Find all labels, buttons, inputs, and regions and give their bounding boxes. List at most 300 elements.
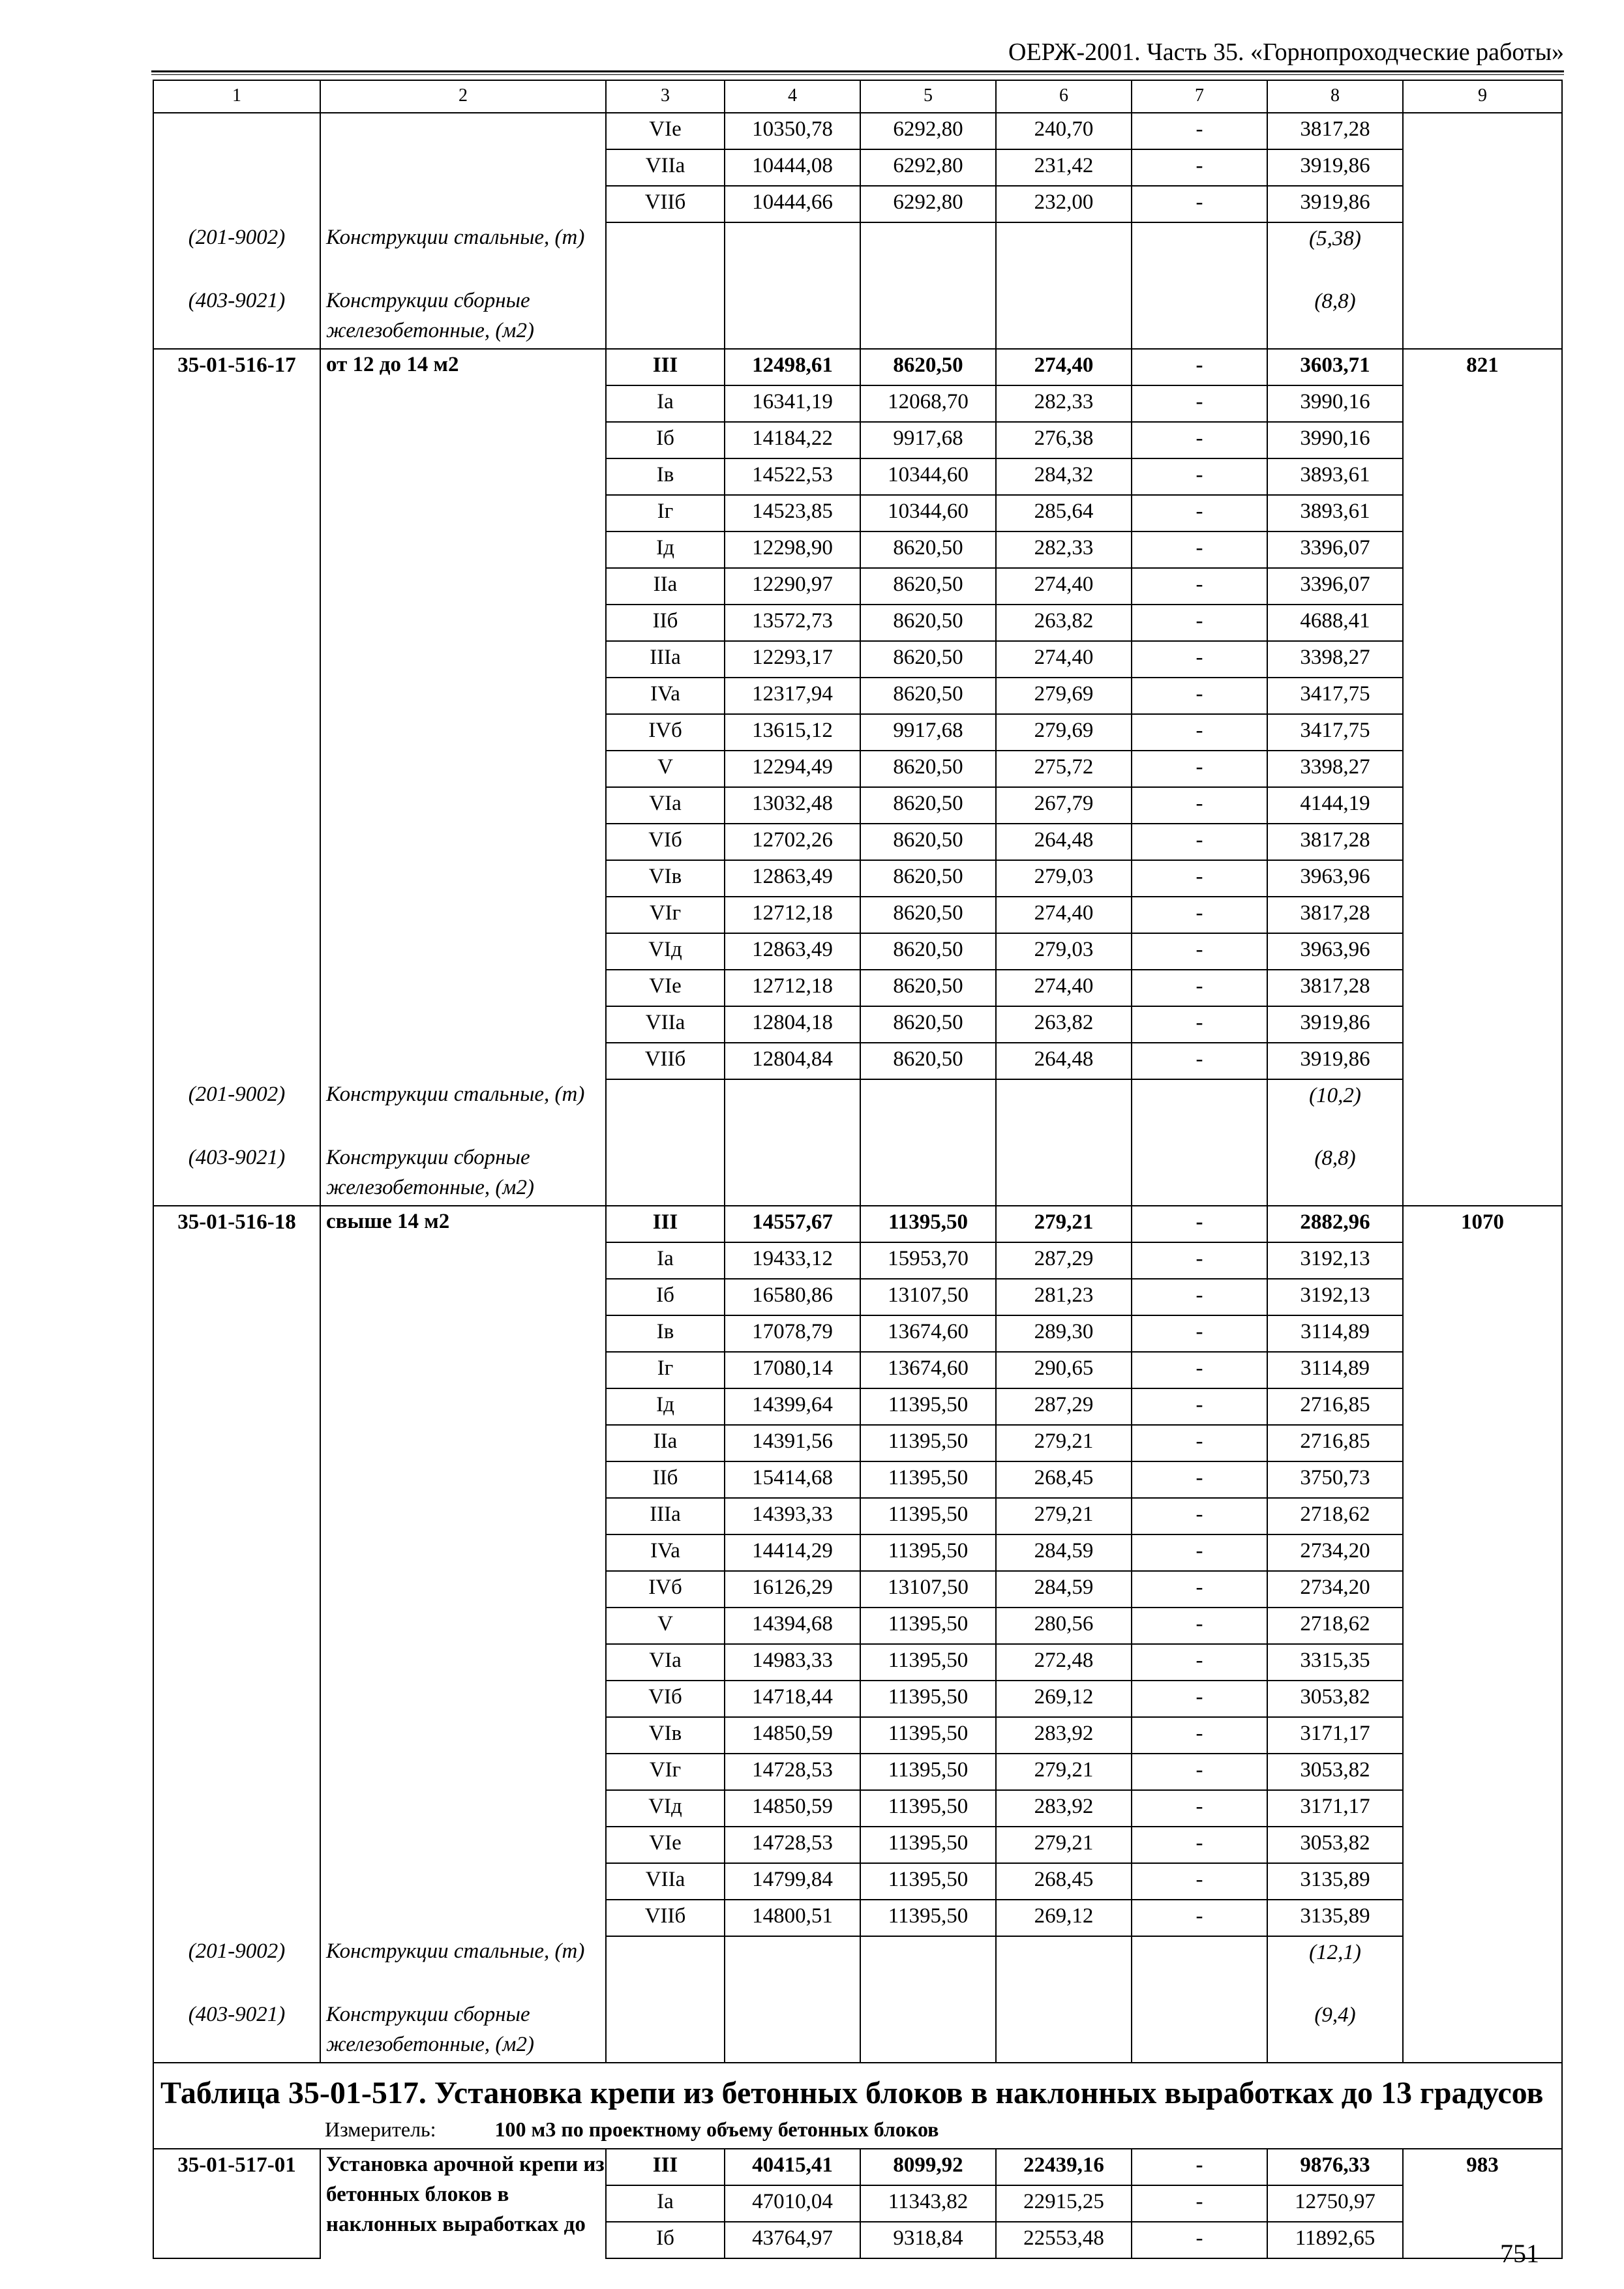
driver-wages-cell: - xyxy=(1132,1006,1267,1043)
wages-cell: 8620,50 xyxy=(860,605,996,641)
empty-cell xyxy=(153,1006,320,1043)
empty-cell xyxy=(1403,1790,1562,1827)
total-cost-cell: 12294,49 xyxy=(725,751,860,787)
wages-cell: 8620,50 xyxy=(860,751,996,787)
zone-cell: Ia xyxy=(606,1242,725,1279)
total-cost-cell: 16126,29 xyxy=(725,1571,860,1608)
work-name: Установка арочной крепи из бетонных блоков в наклонных выработках до xyxy=(320,2149,606,2258)
machines-cell: 284,32 xyxy=(996,458,1132,495)
driver-wages-cell: - xyxy=(1132,349,1267,385)
rate-code: 35-01-517-01 xyxy=(153,2149,320,2185)
empty-cell xyxy=(1403,2185,1562,2222)
materials-cell: 3990,16 xyxy=(1267,422,1403,458)
empty-cell xyxy=(725,1999,860,2063)
empty-cell xyxy=(153,186,320,222)
machines-cell: 281,23 xyxy=(996,1279,1132,1315)
materials-cell: 3750,73 xyxy=(1267,1461,1403,1498)
wages-cell: 8620,50 xyxy=(860,531,996,568)
empty-cell xyxy=(153,897,320,933)
empty-cell xyxy=(606,286,725,349)
labor-cell: 1070 xyxy=(1403,1206,1562,1242)
work-name: от 12 до 14 м2 xyxy=(320,349,606,1079)
zone-cell: VIб xyxy=(606,824,725,860)
empty-cell xyxy=(153,1461,320,1498)
materials-cell: 3192,13 xyxy=(1267,1242,1403,1279)
empty-cell xyxy=(1403,1079,1562,1143)
material-name xyxy=(320,222,606,286)
empty-cell xyxy=(1403,1717,1562,1754)
column-number: 8 xyxy=(1267,80,1403,113)
zone-cell: VIIa xyxy=(606,1006,725,1043)
machines-cell: 279,21 xyxy=(996,1498,1132,1534)
table-title-row xyxy=(153,2063,1562,2149)
empty-cell xyxy=(1132,1936,1267,1999)
material-code xyxy=(153,286,320,349)
materials-cell: 3817,28 xyxy=(1267,897,1403,933)
wages-cell: 15953,70 xyxy=(860,1242,996,1279)
driver-wages-cell: - xyxy=(1132,1827,1267,1863)
wages-cell: 11395,50 xyxy=(860,1790,996,1827)
empty-cell xyxy=(1403,422,1562,458)
measure-line xyxy=(154,2114,1561,2148)
wages-cell: 11395,50 xyxy=(860,1717,996,1754)
wages-cell: 11395,50 xyxy=(860,1681,996,1717)
wages-cell: 6292,80 xyxy=(860,149,996,186)
total-cost-cell: 12317,94 xyxy=(725,678,860,714)
zone-cell: IVб xyxy=(606,1571,725,1608)
empty-cell xyxy=(860,1999,996,2063)
total-cost-cell: 14557,67 xyxy=(725,1206,860,1242)
materials-cell: 3114,89 xyxy=(1267,1352,1403,1388)
empty-cell xyxy=(1403,186,1562,222)
driver-wages-cell: - xyxy=(1132,385,1267,422)
table-row xyxy=(153,349,1562,385)
total-cost-cell: 12290,97 xyxy=(725,568,860,605)
materials-cell: 3817,28 xyxy=(1267,970,1403,1006)
wages-cell: 13107,50 xyxy=(860,1571,996,1608)
driver-wages-cell: - xyxy=(1132,787,1267,824)
empty-cell xyxy=(153,605,320,641)
empty-cell xyxy=(1403,1999,1562,2063)
material-row xyxy=(153,1999,1562,2063)
empty-cell xyxy=(153,495,320,531)
empty-cell xyxy=(153,1827,320,1863)
wages-cell: 10344,60 xyxy=(860,495,996,531)
empty-cell xyxy=(1403,286,1562,349)
material-name xyxy=(320,1079,606,1143)
materials-cell: 3396,07 xyxy=(1267,568,1403,605)
machines-cell: 279,03 xyxy=(996,860,1132,897)
empty-cell xyxy=(153,1717,320,1754)
materials-cell: 11892,65 xyxy=(1267,2222,1403,2258)
table-row xyxy=(153,113,1562,149)
driver-wages-cell: - xyxy=(1132,1206,1267,1242)
empty-cell xyxy=(1403,1863,1562,1900)
materials-cell: 3053,82 xyxy=(1267,1827,1403,1863)
driver-wages-cell: - xyxy=(1132,1900,1267,1936)
zone-cell: VIe xyxy=(606,113,725,149)
driver-wages-cell: - xyxy=(1132,970,1267,1006)
empty-cell xyxy=(1403,1644,1562,1681)
empty-cell xyxy=(1403,1425,1562,1461)
empty-cell xyxy=(860,222,996,286)
empty-cell xyxy=(153,1534,320,1571)
driver-wages-cell: - xyxy=(1132,2185,1267,2222)
materials-cell: 3817,28 xyxy=(1267,824,1403,860)
total-cost-cell: 12804,84 xyxy=(725,1043,860,1079)
machines-cell: 289,30 xyxy=(996,1315,1132,1352)
total-cost-cell: 43764,97 xyxy=(725,2222,860,2258)
empty-cell xyxy=(153,933,320,970)
empty-cell xyxy=(606,1079,725,1143)
wages-cell: 8620,50 xyxy=(860,1006,996,1043)
total-cost-cell: 14393,33 xyxy=(725,1498,860,1534)
empty-cell xyxy=(153,1754,320,1790)
wages-cell: 13674,60 xyxy=(860,1315,996,1352)
machines-cell: 263,82 xyxy=(996,605,1132,641)
wages-cell: 11395,50 xyxy=(860,1461,996,1498)
running-header: ОЕРЖ-2001. Часть 35. «Горнопроходческие работы» xyxy=(1008,38,1564,66)
empty-cell xyxy=(1403,531,1562,568)
wages-cell: 11395,50 xyxy=(860,1206,996,1242)
material-row xyxy=(153,1079,1562,1143)
wages-cell: 11395,50 xyxy=(860,1863,996,1900)
driver-wages-cell: - xyxy=(1132,2149,1267,2185)
total-cost-cell: 14391,56 xyxy=(725,1425,860,1461)
machines-cell: 282,33 xyxy=(996,531,1132,568)
zone-cell: VIг xyxy=(606,897,725,933)
material-quantity: (10,2) xyxy=(1267,1079,1403,1143)
material-name-text: Конструкции стальные, (т) xyxy=(326,1939,585,1963)
machines-cell: 280,56 xyxy=(996,1608,1132,1644)
machines-cell: 279,21 xyxy=(996,1425,1132,1461)
total-cost-cell: 14850,59 xyxy=(725,1790,860,1827)
wages-cell: 13674,60 xyxy=(860,1352,996,1388)
material-row xyxy=(153,222,1562,286)
machines-cell: 264,48 xyxy=(996,824,1132,860)
wages-cell: 11395,50 xyxy=(860,1534,996,1571)
material-name xyxy=(320,1936,606,1999)
empty-cell xyxy=(1403,1534,1562,1571)
zone-cell: IIIa xyxy=(606,1498,725,1534)
column-number: 3 xyxy=(606,80,725,113)
total-cost-cell: 12498,61 xyxy=(725,349,860,385)
material-name xyxy=(320,1999,606,2063)
empty-cell xyxy=(996,1143,1132,1206)
zone-cell: VIe xyxy=(606,970,725,1006)
materials-cell: 3398,27 xyxy=(1267,751,1403,787)
work-name: свыше 14 м2 xyxy=(320,1206,606,1936)
zone-cell: Iв xyxy=(606,458,725,495)
empty-cell xyxy=(725,1936,860,1999)
empty-cell xyxy=(1403,824,1562,860)
material-code-text: (403-9021) xyxy=(188,289,286,312)
materials-cell: 3171,17 xyxy=(1267,1790,1403,1827)
materials-cell: 2734,20 xyxy=(1267,1571,1403,1608)
empty-cell xyxy=(1403,641,1562,678)
empty-cell xyxy=(996,1936,1132,1999)
materials-cell: 3919,86 xyxy=(1267,1043,1403,1079)
empty-cell xyxy=(996,1999,1132,2063)
wages-cell: 11395,50 xyxy=(860,1754,996,1790)
machines-cell: 269,12 xyxy=(996,1681,1132,1717)
total-cost-cell: 14184,22 xyxy=(725,422,860,458)
wages-cell: 11343,82 xyxy=(860,2185,996,2222)
driver-wages-cell: - xyxy=(1132,1498,1267,1534)
empty-cell xyxy=(153,2185,320,2222)
total-cost-cell: 14983,33 xyxy=(725,1644,860,1681)
driver-wages-cell: - xyxy=(1132,1043,1267,1079)
wages-cell: 8620,50 xyxy=(860,641,996,678)
zone-cell: IIa xyxy=(606,568,725,605)
machines-cell: 269,12 xyxy=(996,1900,1132,1936)
empty-cell xyxy=(1403,678,1562,714)
machines-cell: 274,40 xyxy=(996,349,1132,385)
empty-cell xyxy=(153,1790,320,1827)
empty-cell xyxy=(320,113,606,222)
driver-wages-cell: - xyxy=(1132,186,1267,222)
total-cost-cell: 12712,18 xyxy=(725,897,860,933)
empty-cell xyxy=(1403,751,1562,787)
zone-cell: VIa xyxy=(606,787,725,824)
empty-cell xyxy=(1403,860,1562,897)
empty-cell xyxy=(996,1079,1132,1143)
machines-cell: 290,65 xyxy=(996,1352,1132,1388)
total-cost-cell: 40415,41 xyxy=(725,2149,860,2185)
machines-cell: 283,92 xyxy=(996,1790,1132,1827)
zone-cell: V xyxy=(606,1608,725,1644)
material-quantity: (8,8) xyxy=(1267,1143,1403,1206)
materials-cell: 9876,33 xyxy=(1267,2149,1403,2185)
material-row xyxy=(153,286,1562,349)
empty-cell xyxy=(153,1900,320,1936)
zone-cell: VIг xyxy=(606,1754,725,1790)
total-cost-cell: 12863,49 xyxy=(725,933,860,970)
empty-cell xyxy=(153,1608,320,1644)
empty-cell xyxy=(153,1279,320,1315)
material-code-text: (403-9021) xyxy=(188,2003,286,2026)
wages-cell: 12068,70 xyxy=(860,385,996,422)
measure-value: 100 м3 по проектному объему бетонных блоков xyxy=(494,2117,939,2141)
driver-wages-cell: - xyxy=(1132,1279,1267,1315)
zone-cell: VIIб xyxy=(606,1900,725,1936)
machines-cell: 279,03 xyxy=(996,933,1132,970)
empty-cell xyxy=(1403,1681,1562,1717)
zone-cell: Iв xyxy=(606,1315,725,1352)
column-number: 1 xyxy=(153,80,320,113)
zone-cell: IVa xyxy=(606,1534,725,1571)
empty-cell xyxy=(153,751,320,787)
total-cost-cell: 12712,18 xyxy=(725,970,860,1006)
machines-cell: 287,29 xyxy=(996,1388,1132,1425)
materials-cell: 2718,62 xyxy=(1267,1608,1403,1644)
material-code-text: (201-9002) xyxy=(188,226,286,249)
material-code-text: (201-9002) xyxy=(188,1939,286,1963)
material-quantity: (9,4) xyxy=(1267,1999,1403,2063)
machines-cell: 282,33 xyxy=(996,385,1132,422)
driver-wages-cell: - xyxy=(1132,1352,1267,1388)
empty-cell xyxy=(1403,897,1562,933)
machines-cell: 264,48 xyxy=(996,1043,1132,1079)
column-numbers-row xyxy=(153,80,1562,113)
wages-cell: 8620,50 xyxy=(860,787,996,824)
machines-cell: 274,40 xyxy=(996,970,1132,1006)
zone-cell: Iг xyxy=(606,495,725,531)
materials-cell: 3053,82 xyxy=(1267,1681,1403,1717)
materials-cell: 3398,27 xyxy=(1267,641,1403,678)
wages-cell: 11395,50 xyxy=(860,1900,996,1936)
zone-cell: VIa xyxy=(606,1644,725,1681)
empty-cell xyxy=(1403,568,1562,605)
machines-cell: 284,59 xyxy=(996,1534,1132,1571)
material-name-text: Конструкции сборные железобетонные, (м2) xyxy=(326,1146,534,1199)
column-number: 5 xyxy=(860,80,996,113)
total-cost-cell: 12298,90 xyxy=(725,531,860,568)
driver-wages-cell: - xyxy=(1132,422,1267,458)
empty-cell xyxy=(1403,1388,1562,1425)
empty-cell xyxy=(153,1388,320,1425)
zone-cell: VIe xyxy=(606,1827,725,1863)
table-title: Таблица 35-01-517. Установка крепи из бетонных блоков в наклонных выработках до 13 градусов xyxy=(160,2076,1544,2110)
material-code xyxy=(153,1999,320,2063)
driver-wages-cell: - xyxy=(1132,1315,1267,1352)
rate-code: 35-01-516-18 xyxy=(153,1206,320,1242)
material-quantity: (5,38) xyxy=(1267,222,1403,286)
empty-cell xyxy=(1132,1079,1267,1143)
driver-wages-cell: - xyxy=(1132,897,1267,933)
empty-cell xyxy=(1403,933,1562,970)
total-cost-cell: 16341,19 xyxy=(725,385,860,422)
empty-cell xyxy=(1403,1043,1562,1079)
machines-cell: 279,21 xyxy=(996,1754,1132,1790)
machines-cell: 232,00 xyxy=(996,186,1132,222)
materials-cell: 3417,75 xyxy=(1267,714,1403,751)
total-cost-cell: 14718,44 xyxy=(725,1681,860,1717)
material-name xyxy=(320,1143,606,1206)
empty-cell xyxy=(153,1425,320,1461)
materials-cell: 2718,62 xyxy=(1267,1498,1403,1534)
driver-wages-cell: - xyxy=(1132,1534,1267,1571)
header-rule xyxy=(151,70,1564,72)
material-name-text: Конструкции сборные железобетонные, (м2) xyxy=(326,289,534,342)
empty-cell xyxy=(153,1681,320,1717)
driver-wages-cell: - xyxy=(1132,1681,1267,1717)
machines-cell: 279,21 xyxy=(996,1206,1132,1242)
driver-wages-cell: - xyxy=(1132,1461,1267,1498)
machines-cell: 274,40 xyxy=(996,897,1132,933)
total-cost-cell: 10444,66 xyxy=(725,186,860,222)
driver-wages-cell: - xyxy=(1132,1608,1267,1644)
material-code xyxy=(153,1079,320,1143)
labor-cell: 983 xyxy=(1403,2149,1562,2185)
total-cost-cell: 14414,29 xyxy=(725,1534,860,1571)
total-cost-cell: 12804,18 xyxy=(725,1006,860,1043)
empty-cell xyxy=(606,1936,725,1999)
wages-cell: 8099,92 xyxy=(860,2149,996,2185)
total-cost-cell: 10444,08 xyxy=(725,149,860,186)
machines-cell: 276,38 xyxy=(996,422,1132,458)
empty-cell xyxy=(1403,385,1562,422)
zone-cell: VIIб xyxy=(606,186,725,222)
total-cost-cell: 14523,85 xyxy=(725,495,860,531)
zone-cell: III xyxy=(606,1206,725,1242)
empty-cell xyxy=(1403,787,1562,824)
material-code xyxy=(153,1143,320,1206)
total-cost-cell: 12863,49 xyxy=(725,860,860,897)
machines-cell: 22439,16 xyxy=(996,2149,1132,2185)
wages-cell: 9917,68 xyxy=(860,422,996,458)
empty-cell xyxy=(153,458,320,495)
rates-table xyxy=(153,80,1563,2259)
machines-cell: 275,72 xyxy=(996,751,1132,787)
empty-cell xyxy=(1403,1827,1562,1863)
zone-cell: VIIб xyxy=(606,1043,725,1079)
wages-cell: 8620,50 xyxy=(860,678,996,714)
wages-cell: 8620,50 xyxy=(860,1043,996,1079)
materials-cell: 3817,28 xyxy=(1267,113,1403,149)
material-row xyxy=(153,1936,1562,1999)
driver-wages-cell: - xyxy=(1132,149,1267,186)
machines-cell: 285,64 xyxy=(996,495,1132,531)
material-name-text: Конструкции сборные железобетонные, (м2) xyxy=(326,2003,534,2056)
wages-cell: 11395,50 xyxy=(860,1498,996,1534)
zone-cell: Ia xyxy=(606,385,725,422)
material-name-text: Конструкции стальные, (т) xyxy=(326,1083,585,1106)
total-cost-cell: 14800,51 xyxy=(725,1900,860,1936)
materials-cell: 2716,85 xyxy=(1267,1388,1403,1425)
header-rule-thin xyxy=(151,74,1564,75)
zone-cell: Iд xyxy=(606,531,725,568)
material-name-text: Конструкции стальные, (т) xyxy=(326,226,585,249)
zone-cell: VIб xyxy=(606,1681,725,1717)
empty-cell xyxy=(1403,1754,1562,1790)
total-cost-cell: 14728,53 xyxy=(725,1827,860,1863)
driver-wages-cell: - xyxy=(1132,2222,1267,2258)
materials-cell: 3893,61 xyxy=(1267,458,1403,495)
wages-cell: 6292,80 xyxy=(860,113,996,149)
empty-cell xyxy=(860,286,996,349)
machines-cell: 284,59 xyxy=(996,1571,1132,1608)
empty-cell xyxy=(725,286,860,349)
material-name xyxy=(320,286,606,349)
driver-wages-cell: - xyxy=(1132,860,1267,897)
machines-cell: 22553,48 xyxy=(996,2222,1132,2258)
empty-cell xyxy=(1403,1900,1562,1936)
driver-wages-cell: - xyxy=(1132,933,1267,970)
empty-cell xyxy=(153,422,320,458)
labor-cell: 821 xyxy=(1403,349,1562,385)
rates-table-container xyxy=(153,80,1561,2259)
materials-cell: 3417,75 xyxy=(1267,678,1403,714)
zone-cell: III xyxy=(606,2149,725,2185)
total-cost-cell: 14399,64 xyxy=(725,1388,860,1425)
driver-wages-cell: - xyxy=(1132,605,1267,641)
total-cost-cell: 19433,12 xyxy=(725,1242,860,1279)
total-cost-cell: 13615,12 xyxy=(725,714,860,751)
driver-wages-cell: - xyxy=(1132,458,1267,495)
zone-cell: VIIa xyxy=(606,149,725,186)
machines-cell: 22915,25 xyxy=(996,2185,1132,2222)
page-number: 751 xyxy=(1500,2239,1539,2268)
empty-cell xyxy=(1132,1999,1267,2063)
driver-wages-cell: - xyxy=(1132,1571,1267,1608)
materials-cell: 3192,13 xyxy=(1267,1279,1403,1315)
materials-cell: 4688,41 xyxy=(1267,605,1403,641)
empty-cell xyxy=(1403,1498,1562,1534)
empty-cell xyxy=(1403,149,1562,186)
total-cost-cell: 12293,17 xyxy=(725,641,860,678)
empty-cell xyxy=(153,385,320,422)
